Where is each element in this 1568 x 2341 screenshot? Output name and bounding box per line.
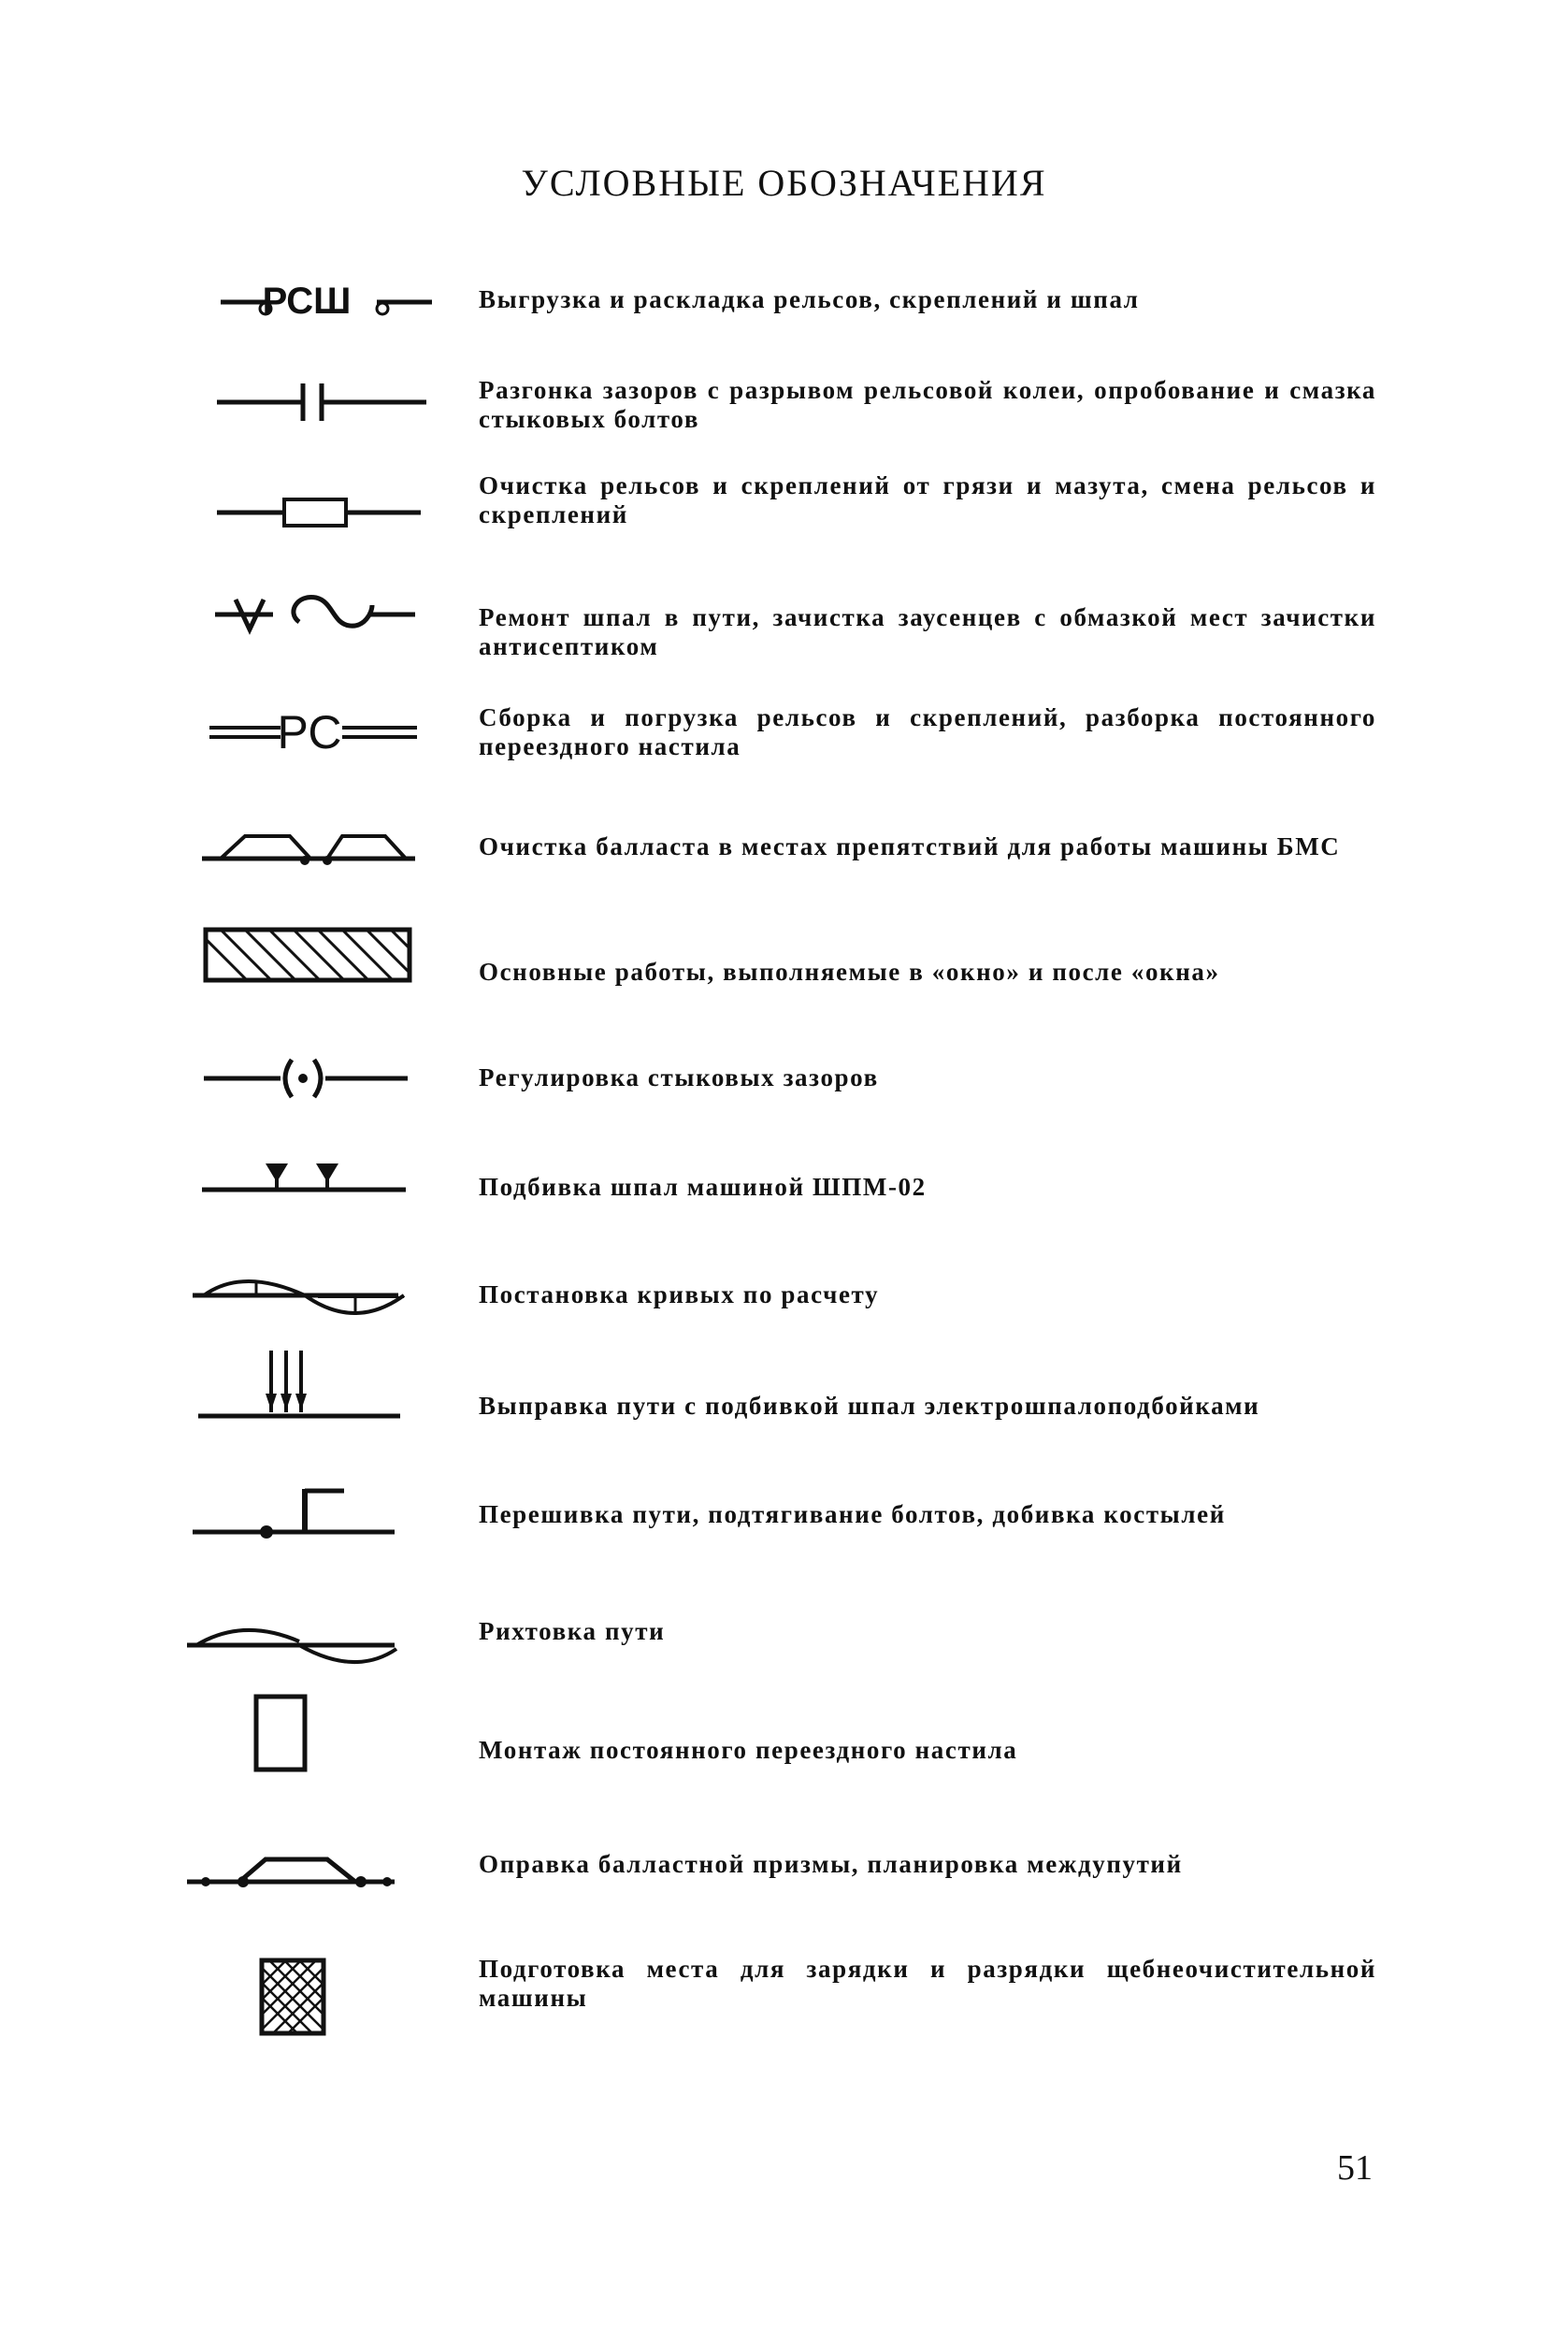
gap-break-icon <box>187 374 430 430</box>
legend-text: Очистка балласта в местах препятствий для работы машины БМС <box>479 832 1341 860</box>
two-triangles-icon <box>187 1150 430 1207</box>
legend-text: Оправка балластной призмы, планировка междупутий <box>479 1850 1183 1878</box>
crosshatched-square-icon <box>187 1955 430 2048</box>
v-wave-icon <box>187 585 430 641</box>
curve-calculation-icon <box>187 1258 430 1333</box>
legend-text: Перешивка пути, подтягивание болтов, добивка костылей <box>479 1500 1226 1528</box>
legend-text: Выправка пути с подбивкой шпал электрошпалоподбойками <box>479 1392 1260 1420</box>
two-trapezoid-icon <box>187 823 430 879</box>
rs-double-line-icon <box>187 703 430 759</box>
page-number: 51 <box>1337 2148 1373 2188</box>
rectangle-on-line-icon <box>187 484 430 541</box>
rsh-icon <box>187 276 430 332</box>
legend-text: Разгонка зазоров с разрывом рельсовой колеи, опробование и смазка стыковых болтов <box>479 376 1376 433</box>
legend-text: Основные работы, выполняемые в «окно» и после «окна» <box>479 958 1220 986</box>
legend-text: Выгрузка и раскладка рельсов, скреплений и шпал <box>479 285 1140 313</box>
s-curve-icon <box>187 1604 430 1679</box>
legend-text: Подбивка шпал машиной ШПМ-02 <box>479 1173 927 1201</box>
legend-text: Монтаж постоянного переездного настила <box>479 1736 1018 1764</box>
flag-dot-icon <box>187 1468 430 1543</box>
page-title: УСЛОВНЫЕ ОБОЗНАЧЕНИЯ <box>521 162 1047 204</box>
three-arrows-icon <box>187 1347 430 1422</box>
rs-symbol-label: РС <box>277 706 342 759</box>
legend-text: Очистка рельсов и скреплений от грязи и мазута, смена рельсов и скреплений <box>479 471 1376 528</box>
legend-text: Постановка кривых по расчету <box>479 1280 880 1308</box>
dot-parentheses-icon <box>187 1052 430 1108</box>
rsh-symbol-label: РСШ <box>262 281 352 322</box>
legend-text: Рихтовка пути <box>479 1617 666 1645</box>
legend-text: Ремонт шпал в пути, зачистка заусенцев с обмазкой мест зачистки антисептиком <box>479 603 1376 660</box>
legend-text: Подготовка места для зарядки и разрядки щебнеочистительной машины <box>479 1955 1376 2012</box>
legend-text: Регулировка стыковых зазоров <box>479 1063 879 1091</box>
square-outline-icon <box>187 1691 430 1785</box>
trapezoid-dots-icon <box>187 1833 430 1908</box>
legend-text: Сборка и погрузка рельсов и скреплений, разборка постоянного переездного настила <box>479 703 1376 760</box>
hatched-rectangle-icon <box>187 924 430 990</box>
